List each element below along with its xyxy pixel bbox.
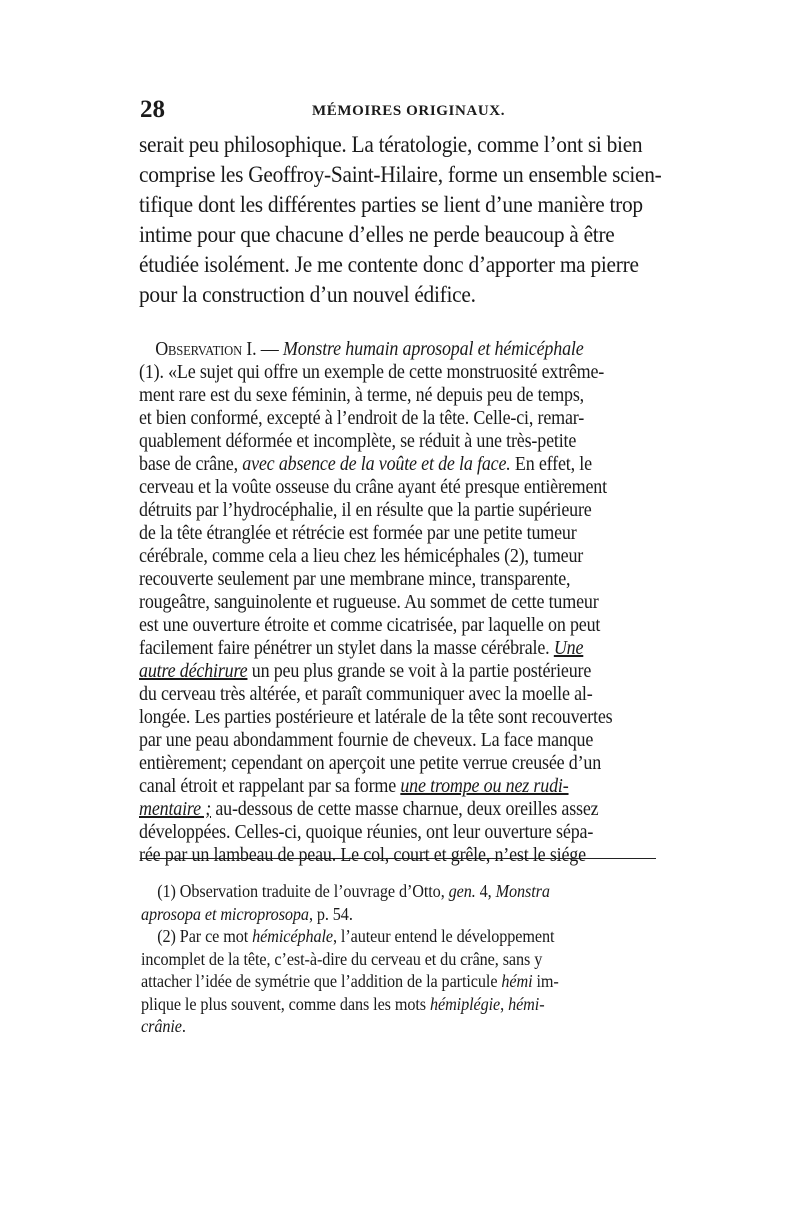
text-segment: base de crâne,	[139, 453, 243, 475]
italic-phrase: autre déchirure	[139, 660, 248, 682]
footnote-1-cont	[141, 903, 609, 926]
text-line: par une peau abondamment fournie de cheveux. La face manque	[139, 729, 594, 751]
italic-phrase: mentaire ;	[139, 798, 212, 820]
text-line: cérébrale, comme cela a lieu chez les hémicéphales (2), tumeur	[139, 545, 584, 567]
text-line	[139, 775, 607, 798]
text-segment: plique le plus souvent, comme dans les mots	[141, 993, 430, 1014]
footnote-1	[141, 880, 609, 903]
text-segment: au-dessous de cette masse charnue, deux oreilles assez	[211, 798, 599, 820]
footnote-2-cont	[141, 970, 609, 993]
text-line: rougeâtre, sanguinolente et rugueuse. Au sommet de cette tumeur	[139, 591, 599, 613]
text-segment: .	[181, 1016, 186, 1036]
footnote-2-cont: incomplet de la tête, c’est-à-dire du cerveau et du crâne, sans y	[141, 948, 543, 969]
text-line: est une ouverture étroite et comme cicatrisée, par laquelle on peut	[139, 614, 601, 636]
observation-paragraph	[139, 338, 659, 867]
text-segment: En effet, le	[510, 453, 592, 475]
footnote-2	[141, 925, 609, 948]
italic-phrase: crânie	[141, 1016, 182, 1036]
text-segment: ,	[500, 993, 509, 1014]
text-line: comprise les Geoffroy-Saint-Hilaire, forme un ensemble scien-	[139, 162, 662, 187]
text-segment: canal étroit et rappelant par sa forme	[139, 775, 401, 797]
text-line: longée. Les parties postérieure et latérale de la tête sont recouvertes	[139, 706, 613, 728]
text-line: entièrement; cependant on aperçoit une petite verrue creusée d’un	[139, 752, 602, 774]
text-line	[139, 338, 607, 361]
text-segment: 4,	[475, 881, 496, 901]
footnote-divider	[140, 858, 656, 859]
text-line: développées. Celles-ci, quoique réunies, ont leur ouverture sépa-	[139, 821, 594, 843]
italic-phrase: une trompe ou nez rudi-	[400, 775, 569, 797]
italic-phrase: hémi	[501, 971, 533, 991]
text-line: tifique dont les différentes parties se lient d’une manière trop	[139, 192, 643, 217]
running-head: MÉMOIRES ORIGINAUX.	[312, 103, 506, 119]
text-line	[139, 637, 607, 660]
text-line: (1). «Le sujet qui offre un exemple de cette monstruosité extrême-	[139, 361, 605, 383]
italic-phrase: Une	[553, 637, 584, 659]
italic-phrase: Monstra	[495, 881, 550, 901]
text-line: de la tête étranglée et rétrécie est formée par une petite tumeur	[139, 522, 577, 544]
text-line: pour la construction d’un nouvel édifice.	[139, 282, 476, 307]
text-segment: im-	[532, 971, 559, 991]
text-line: détruits par l’hydrocéphalie, il en résulte que la partie supérieure	[139, 499, 592, 521]
text-line	[139, 453, 607, 476]
text-segment: , p. 54.	[308, 903, 353, 924]
footnote-2-cont	[141, 993, 609, 1016]
observation-label: Observation I.	[155, 338, 257, 360]
body-text	[139, 130, 662, 867]
page-number: 28	[140, 96, 165, 123]
text-segment: facilement faire pénétrer un stylet dans la masse cérébrale.	[139, 637, 554, 659]
text-line: serait peu philosophique. La tératologie, comme l’ont si bien	[139, 132, 643, 157]
italic-phrase: gen.	[448, 881, 476, 901]
italic-phrase: avec absence de la voûte et de la face.	[242, 453, 511, 475]
italic-phrase: hémi-	[508, 993, 545, 1014]
text-line: et bien conformé, excepté à l’endroit de la tête. Celle-ci, remar-	[139, 407, 585, 429]
italic-phrase: hémiplégie	[429, 993, 501, 1014]
italic-phrase: hémicéphale	[252, 926, 333, 946]
text-line	[139, 798, 607, 821]
text-segment: (2) Par ce mot	[157, 926, 253, 946]
text-line: quablement déformée et incomplète, se réduit à une très-petite	[139, 430, 577, 452]
text-line: cerveau et la voûte osseuse du crâne ayant été presque entièrement	[139, 476, 607, 498]
text-segment: un peu plus grande se voit à la partie postérieure	[247, 660, 592, 682]
text-segment: , l’auteur entend le développement	[332, 926, 555, 946]
text-line: du cerveau très altérée, et paraît communiquer avec la moelle al-	[139, 683, 593, 705]
text-line: recouverte seulement par une membrane mince, transparente,	[139, 568, 571, 590]
intro-paragraph	[139, 130, 662, 310]
text-line	[139, 660, 607, 683]
page-header	[140, 96, 660, 126]
text-line: ment rare est du sexe féminin, à terme, né depuis peu de temps,	[139, 384, 585, 406]
footnotes	[141, 880, 661, 1038]
italic-phrase: aprosopa et microprosopa	[141, 903, 309, 924]
text-segment: (1) Observation traduite de l’ouvrage d’Otto,	[157, 881, 449, 901]
observation-dash: —	[256, 338, 283, 360]
text-line: intime pour que chacune d’elles ne perde beaucoup à être	[139, 222, 615, 247]
text-line: rée par un lambeau de peau. Le col, court et grêle, n’est le siége	[139, 844, 586, 866]
text-line: étudiée isolément. Je me contente donc d’apporter ma pierre	[139, 252, 639, 277]
observation-title: Monstre humain aprosopal et hémicéphale	[282, 338, 584, 360]
text-segment: attacher l’idée de symétrie que l’addition de la particule	[141, 971, 502, 991]
footnote-2-cont	[141, 1015, 609, 1038]
